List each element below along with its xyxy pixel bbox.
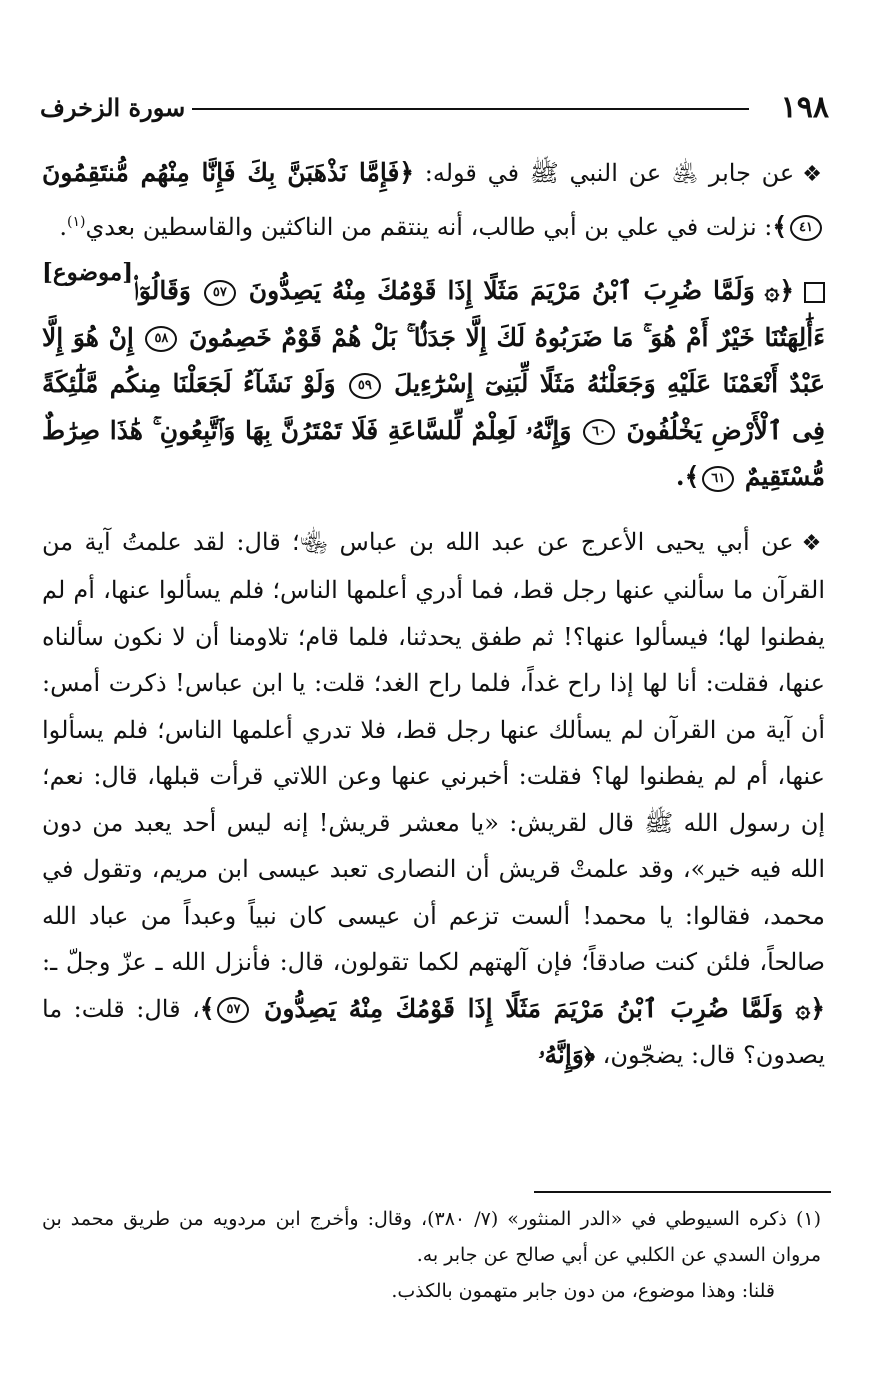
diamond-marker-icon: ❖ bbox=[802, 162, 825, 187]
ayah-number-61: ٦١ bbox=[702, 466, 734, 492]
hadith-2-text: عن أبي يحيى الأعرج عن عبد الله بن عباس ﵄؛ قال: لقد علمتُ آية من القرآن ما سألني عنها رجل قط، فما أدري أعلمها الناس؛ فلم يسألوا عنها، أم لم يفطنوا لها؛ فيسألوا عنها؟! ثم طفق يحدثنا، فلما قام؛ تلاومنا أن لا نكون سألناه عنها، فقلت: أنا لها إذا راح غداً، فلما راح الغد؛ قلت: يا ابن عباس! ذكرت أمس: أن آية من القرآن لم يسألك عنها رجل قط، فلا تدري أعلمها الناس؛ فلم يسألوا عنها، أم لم يفطنوا لها؟ فقلت: أخبرني عنها وعن اللاتي قرأت قبلها، قال: نعم؛ إن رسول الله ﷺ قال لقريش: «يا معشر قريش! إنه ليس أحد يعبد من دون الله فيه خير»، وقد علمتْ قريش أن النصارى تعبد عيسى ابن مريم، وتقول في محمد، فقالوا: يا محمد! ألست تزعم أن عيسى كان نبياً وعبداً من عباد الله صالحاً، فلئن كنت صادقاً؛ فإن آلهتهم لكما تقولون، قال: فأنزل الله ـ عزّ وجلّ ـ: bbox=[42, 527, 825, 976]
footnote-text: ذكره السيوطي في «الدر المنثور» (٧/ ٣٨٠)، وقال: وأخرج ابن مردويه من طريق محمد بن مروان السدي عن الكلبي عن أبي صالح عن جابر به. bbox=[42, 1208, 821, 1266]
quran-quote-close: ﴾ bbox=[199, 993, 215, 1023]
quran-quote: ﴿۞ وَلَمَّا ضُرِبَ ٱبْنُ مَرْيَمَ مَثَلًا إِذَا قَوْمُكَ مِنْهُ يَصِدُّونَ bbox=[263, 993, 825, 1023]
footnote-1-note: قلنا: وهذا موضوع، من دون جابر متهمون بالكذب. bbox=[391, 1280, 775, 1302]
footnote-1 bbox=[42, 1201, 821, 1273]
ayah-number-57: ٥٧ bbox=[217, 997, 249, 1023]
hadith-paragraph-1 bbox=[42, 150, 825, 286]
ayah-number-60: ٦٠ bbox=[583, 419, 615, 445]
quran-quote-tail: ﴿وَإِنَّهُۥ bbox=[538, 1040, 595, 1069]
page-header bbox=[34, 88, 839, 128]
main-text bbox=[42, 150, 825, 1079]
verse-57: وَلَمَّا ضُرِبَ ٱبْنُ مَرْيَمَ مَثَلًا إِذَا قَوْمُكَ مِنْهُ يَصِدُّونَ bbox=[248, 276, 755, 305]
hadith-1-end: . bbox=[59, 212, 68, 241]
header-rule bbox=[192, 108, 749, 110]
verse-59: إِنْ هُوَ إِلَّا عَبْدٌ أَنْعَمْنَا عَلَيْهِ وَجَعَلْنَٰهُ مَثَلًا لِّبَنِىٓ إِسْرَٰٓءِيلَ bbox=[42, 322, 825, 398]
verse-58: وَقَالُوٓا۟ ءَأَٰلِهَتُنَا خَيْرٌ أَمْ هُوَ ۚ مَا ضَرَبُوهُ لَكَ إِلَّا جَدَلًۢا ۚ بَلْ هُمْ قَوْمٌ خَصِمُونَ bbox=[133, 276, 825, 352]
hadith-2-continued: ، قال: قلت: ما يصدون؟ قال: يضجّون، bbox=[42, 994, 825, 1069]
footnote-number: (١) bbox=[795, 1208, 821, 1230]
verse-60: وَلَوْ نَشَآءُ لَجَعَلْنَا مِنكُم مَّلَٰٓئِكَةً فِى ٱلْأَرْضِ يَخْلُفُونَ bbox=[42, 369, 825, 445]
ayah-number-41: ٤١ bbox=[790, 215, 822, 241]
ayah-number-57: ٥٧ bbox=[204, 280, 236, 306]
footnote-rule bbox=[534, 1191, 831, 1193]
quran-quote-close: ﴾ bbox=[772, 211, 787, 241]
surah-title: سورة الزخرف bbox=[40, 93, 186, 122]
footnote-ref[interactable]: (١) bbox=[67, 213, 86, 230]
verse-open-bracket: ﴿ bbox=[779, 276, 794, 305]
square-marker-icon bbox=[804, 282, 825, 303]
hadith-paragraph-2 bbox=[42, 519, 825, 1079]
grade-label: [موضوع] bbox=[42, 259, 134, 286]
footnotes bbox=[42, 1201, 821, 1309]
diamond-marker-icon: ❖ bbox=[801, 530, 825, 556]
hadith-1-text: : نزلت في علي بن أبي طالب، أنه ينتقم من الناكثين والقاسطين بعدي bbox=[85, 212, 773, 241]
hadith-1-intro: عن جابر ﵁ عن النبي ﷺ في قوله: bbox=[414, 159, 795, 187]
page-number: ١٩٨ bbox=[780, 90, 829, 125]
verse-close-bracket: ﴾. bbox=[675, 462, 700, 491]
quran-verses-block bbox=[42, 268, 825, 501]
ayah-number-58: ٥٨ bbox=[145, 326, 177, 352]
quran-quote: ﴿فَإِمَّا نَذْهَبَنَّ بِكَ فَإِنَّا مِنْهُم مُّنتَقِمُونَ bbox=[42, 158, 415, 187]
paragraph-gap bbox=[42, 501, 825, 519]
ayah-number-59: ٥٩ bbox=[349, 373, 381, 399]
verse-61: وَإِنَّهُۥ لَعِلْمٌ لِّلسَّاعَةِ فَلَا تَمْتَرُنَّ بِهَا وَٱتَّبِعُونِ ۚ هَٰذَا صِرَٰطٌ مُّسْتَقِيمٌ bbox=[42, 415, 825, 491]
paragraph-gap bbox=[42, 250, 825, 268]
rub-el-hizb-icon: ۞ bbox=[764, 276, 780, 305]
